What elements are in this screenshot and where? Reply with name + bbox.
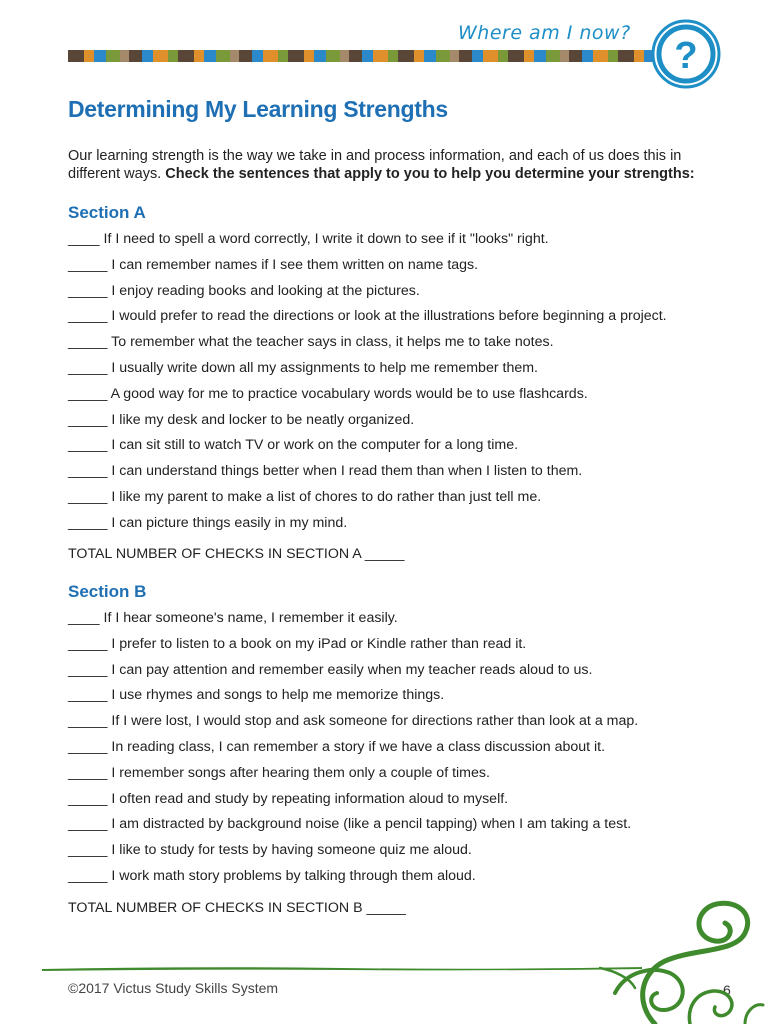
checklist-item bbox=[68, 385, 667, 411]
header-tag: Where am I now? bbox=[458, 22, 631, 44]
stripe-block bbox=[68, 50, 84, 62]
checklist-item bbox=[68, 436, 667, 462]
stripe-block bbox=[314, 50, 326, 62]
checklist-item bbox=[68, 307, 667, 333]
stripe-block bbox=[483, 50, 498, 62]
checklist-item-text: I can sit still to watch TV or work on the computer for a long time. bbox=[111, 437, 519, 454]
checklist-item-text: I use rhymes and songs to help me memorize things. bbox=[111, 687, 445, 704]
check-blank[interactable]: _____ bbox=[68, 282, 108, 299]
stripe-block bbox=[362, 50, 373, 62]
check-blank[interactable]: _____ bbox=[68, 334, 108, 351]
checklist-item bbox=[68, 686, 638, 712]
stripe-block bbox=[288, 50, 304, 62]
checklist-item bbox=[68, 712, 638, 738]
checklist-item bbox=[68, 359, 667, 385]
checklist-item bbox=[68, 764, 638, 790]
stripe-block bbox=[608, 50, 618, 62]
stripe-block bbox=[472, 50, 483, 62]
checklist-item-text: I can understand things better when I read them than when I listen to them. bbox=[111, 463, 583, 480]
intro-text: Our learning strength is the way we take in and process information, and each of us does this in different ways. bbox=[68, 148, 682, 182]
checklist-item-text: A good way for me to practice vocabulary words would be to use flashcards. bbox=[110, 385, 588, 402]
footer-brush-line bbox=[42, 962, 642, 974]
stripe-block bbox=[618, 50, 634, 62]
stripe-block bbox=[546, 50, 560, 62]
stripe-block bbox=[230, 50, 239, 62]
checklist-item bbox=[68, 738, 638, 764]
stripe-block bbox=[436, 50, 450, 62]
checklist-item-text: I am distracted by background noise (like a pencil tapping) when I am taking a test. bbox=[111, 816, 632, 833]
stripe-block bbox=[398, 50, 414, 62]
checklist-item-text: I like to study for tests by having someone quiz me aloud. bbox=[111, 842, 472, 859]
stripe-block bbox=[153, 50, 168, 62]
stripe-block bbox=[524, 50, 534, 62]
checklist-item-text: I work math story problems by talking through them aloud. bbox=[111, 867, 476, 884]
stripe-block bbox=[120, 50, 129, 62]
checklist-item-text: If I hear someone's name, I remember it easily. bbox=[103, 610, 398, 626]
checklist-item bbox=[68, 282, 667, 308]
checklist-item-text: I would prefer to read the directions or look at the illustrations before beginning a project. bbox=[111, 308, 667, 325]
checklist-item bbox=[68, 256, 667, 282]
stripe-block bbox=[388, 50, 398, 62]
section-a-heading: Section A bbox=[68, 203, 146, 222]
checklist-item bbox=[68, 635, 638, 661]
check-blank[interactable]: _____ bbox=[68, 256, 108, 273]
stripe-block bbox=[239, 50, 252, 62]
section-a-total: TOTAL NUMBER OF CHECKS IN SECTION A _____ bbox=[68, 546, 405, 562]
stripe-block bbox=[424, 50, 436, 62]
checklist-item bbox=[68, 411, 667, 437]
stripe-block bbox=[569, 50, 582, 62]
intro-paragraph bbox=[68, 147, 728, 183]
check-blank[interactable]: _____ bbox=[68, 867, 108, 884]
checklist-item bbox=[68, 790, 638, 816]
check-blank[interactable]: _____ bbox=[68, 411, 108, 428]
checklist-item-text: I prefer to listen to a book on my iPad or Kindle rather than read it. bbox=[111, 635, 527, 652]
check-blank[interactable]: _____ bbox=[68, 463, 108, 480]
checklist-item-text: I remember songs after hearing them only a couple of times. bbox=[111, 764, 490, 781]
checklist-item-text: In reading class, I can remember a story if we have a class discussion about it. bbox=[111, 738, 606, 755]
section-b-heading: Section B bbox=[68, 582, 147, 601]
question-mark: ? bbox=[674, 35, 698, 77]
stripe-block bbox=[560, 50, 569, 62]
stripe-block bbox=[142, 50, 153, 62]
checklist-item bbox=[68, 815, 638, 841]
check-blank[interactable]: _____ bbox=[68, 738, 108, 755]
stripe-block bbox=[194, 50, 204, 62]
checklist-item-text: I like my desk and locker to be neatly organized. bbox=[111, 411, 415, 428]
stripe-block bbox=[168, 50, 178, 62]
intro-bold: Check the sentences that apply to you to help you determine your strengths: bbox=[165, 166, 695, 182]
check-blank[interactable]: ____ bbox=[68, 610, 100, 626]
question-badge-icon bbox=[650, 18, 722, 90]
stripe-block bbox=[534, 50, 546, 62]
checklist-item bbox=[68, 333, 667, 359]
stripe-block bbox=[340, 50, 349, 62]
check-blank[interactable]: _____ bbox=[68, 359, 108, 376]
checklist-item-text: I can pay attention and remember easily when my teacher reads aloud to us. bbox=[111, 661, 593, 678]
check-blank[interactable]: _____ bbox=[68, 764, 108, 781]
checklist-item-text: If I were lost, I would stop and ask someone for directions rather than look at a map. bbox=[111, 713, 639, 730]
stripe-block bbox=[84, 50, 94, 62]
checklist-item-text: I enjoy reading books and looking at the pictures. bbox=[111, 282, 420, 299]
stripe-block bbox=[459, 50, 472, 62]
check-blank[interactable]: _____ bbox=[68, 385, 108, 402]
decorative-stripe bbox=[68, 50, 668, 62]
stripe-block bbox=[349, 50, 362, 62]
section-b-list bbox=[68, 609, 638, 893]
stripe-block bbox=[414, 50, 424, 62]
check-blank[interactable]: _____ bbox=[68, 713, 108, 730]
page-number: 6 bbox=[723, 982, 731, 998]
checklist-item bbox=[68, 514, 667, 540]
stripe-block bbox=[204, 50, 216, 62]
stripe-block bbox=[373, 50, 388, 62]
vine-swirl-icon bbox=[595, 893, 770, 1024]
checklist-item-text: I can picture things easily in my mind. bbox=[111, 514, 348, 531]
stripe-block bbox=[178, 50, 194, 62]
section-b-total: TOTAL NUMBER OF CHECKS IN SECTION B _____ bbox=[68, 900, 406, 916]
checklist-item bbox=[68, 867, 638, 893]
check-blank[interactable]: _____ bbox=[68, 514, 108, 531]
stripe-block bbox=[498, 50, 508, 62]
stripe-block bbox=[450, 50, 459, 62]
check-blank[interactable]: _____ bbox=[68, 488, 108, 505]
stripe-block bbox=[252, 50, 263, 62]
check-blank[interactable]: _____ bbox=[68, 635, 108, 652]
check-blank[interactable]: _____ bbox=[68, 687, 108, 704]
stripe-block bbox=[278, 50, 288, 62]
stripe-block bbox=[106, 50, 120, 62]
stripe-block bbox=[634, 50, 644, 62]
check-blank[interactable]: _____ bbox=[68, 661, 108, 678]
stripe-block bbox=[508, 50, 524, 62]
check-blank[interactable]: _____ bbox=[68, 816, 108, 833]
check-blank[interactable]: ____ bbox=[68, 231, 100, 247]
check-blank[interactable]: _____ bbox=[68, 308, 108, 325]
stripe-block bbox=[216, 50, 230, 62]
section-a-list bbox=[68, 230, 667, 540]
check-blank[interactable]: _____ bbox=[68, 790, 108, 807]
checklist-item-text: I like my parent to make a list of chores to do rather than just tell me. bbox=[111, 488, 542, 505]
check-blank[interactable]: _____ bbox=[68, 842, 108, 859]
checklist-item-text: I often read and study by repeating information aloud to myself. bbox=[111, 790, 509, 807]
stripe-block bbox=[326, 50, 340, 62]
stripe-block bbox=[593, 50, 608, 62]
stripe-block bbox=[582, 50, 593, 62]
copyright-text: ©2017 Victus Study Skills System bbox=[68, 980, 279, 996]
stripe-block bbox=[304, 50, 314, 62]
checklist-item bbox=[68, 841, 638, 867]
stripe-block bbox=[94, 50, 106, 62]
checklist-item bbox=[68, 462, 667, 488]
stripe-block bbox=[129, 50, 142, 62]
stripe-block bbox=[263, 50, 278, 62]
checklist-item-text: If I need to spell a word correctly, I write it down to see if it "looks" right. bbox=[103, 231, 549, 247]
checklist-item bbox=[68, 488, 667, 514]
page-title: Determining My Learning Strengths bbox=[68, 96, 448, 122]
checklist-item-text: I can remember names if I see them written on name tags. bbox=[111, 256, 479, 273]
checklist-item bbox=[68, 609, 638, 635]
checklist-item bbox=[68, 661, 638, 687]
checklist-item-text: I usually write down all my assignments to help me remember them. bbox=[111, 359, 538, 376]
checklist-item-text: To remember what the teacher says in class, it helps me to take notes. bbox=[111, 334, 554, 351]
checklist-item bbox=[68, 230, 667, 256]
check-blank[interactable]: _____ bbox=[68, 437, 108, 454]
